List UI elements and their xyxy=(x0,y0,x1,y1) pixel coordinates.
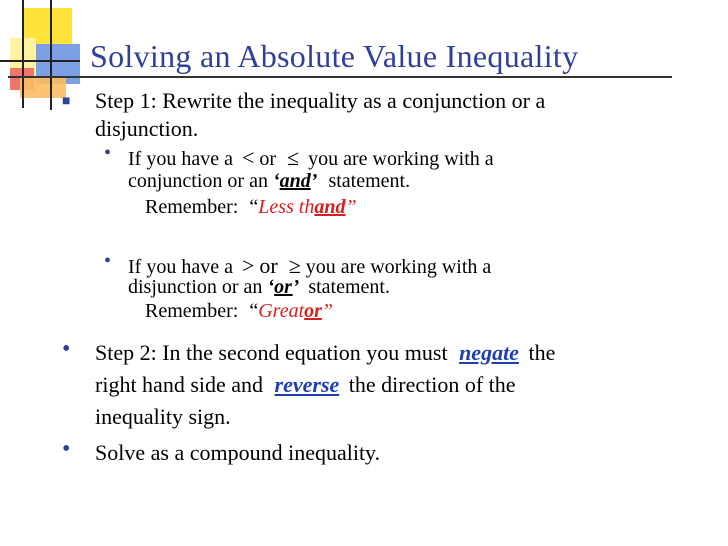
greater-than-symbol: > xyxy=(241,253,255,278)
sub2-remember-close: ” xyxy=(321,300,334,322)
sub1-remember-open: “ xyxy=(249,196,259,218)
greater-equal-symbol: ≥ xyxy=(288,253,301,278)
sub2-remember-label: Remember: xyxy=(145,300,239,322)
sub1-remember-label: Remember: xyxy=(145,196,239,218)
sub1-or: or xyxy=(259,148,277,170)
sub2-line2-post: statement. xyxy=(308,276,390,298)
bullet-dot-icon: • xyxy=(62,336,71,362)
sub1-pre: If you have a xyxy=(128,148,233,170)
bullet-square-icon: ■ xyxy=(62,94,71,109)
sub2-quote-close: ’ xyxy=(292,276,300,298)
slide-title: Solving an Absolute Value Inequality xyxy=(90,38,579,74)
sub1-remember-close: ” xyxy=(345,196,357,218)
step2-reverse: reverse xyxy=(274,372,340,397)
sub1-line1 xyxy=(128,145,494,171)
step2-line2-post: the direction of the xyxy=(348,372,516,397)
sub2-remember xyxy=(145,300,333,323)
step2-line1 xyxy=(95,340,555,366)
sub1-remember-phrase: Less th xyxy=(258,196,315,218)
sub1-key-and: and xyxy=(279,170,311,192)
decor-line xyxy=(50,0,52,110)
bullet-dot-icon: • xyxy=(62,436,71,462)
sub2-remember-phrase: Great xyxy=(258,300,305,322)
sub2-line2 xyxy=(128,276,390,299)
sub2-pre: If you have a xyxy=(128,256,233,278)
step2-line2-pre: right hand side and xyxy=(95,372,264,397)
decor-square-orange xyxy=(20,78,66,98)
decor-line xyxy=(0,60,80,62)
decor-line xyxy=(22,0,24,108)
sub1-remember xyxy=(145,196,357,219)
sub2-or: or xyxy=(259,253,278,278)
step2-line2 xyxy=(95,372,516,398)
step2-line1-post: the xyxy=(528,340,556,365)
step2-line3: inequality sign. xyxy=(95,404,231,429)
sub2-remember-key: or xyxy=(304,300,322,322)
bullet-dot-icon: • xyxy=(104,142,112,164)
title-underline xyxy=(8,76,672,78)
less-than-symbol: < xyxy=(241,145,255,170)
step1-line1: Step 1: Rewrite the inequality as a conjunction or a xyxy=(95,88,546,113)
sub2-key-or: or xyxy=(274,276,293,298)
step3-line: Solve as a compound inequality. xyxy=(95,440,381,465)
sub1-quote-open: ‘ xyxy=(272,170,280,192)
step1-line2: disjunction. xyxy=(95,116,199,141)
sub2-post: you are working with a xyxy=(305,256,492,278)
sub1-post: you are working with a xyxy=(308,148,494,170)
less-equal-symbol: ≤ xyxy=(287,145,300,170)
sub1-remember-key: and xyxy=(314,196,346,218)
sub1-quote-close: ’ xyxy=(310,170,318,192)
step2-line1-pre: Step 2: In the second equation you must xyxy=(95,340,448,365)
step2-negate: negate xyxy=(459,340,519,365)
sub1-line2 xyxy=(128,170,410,193)
sub2-line2-pre: disjunction or an xyxy=(128,276,263,298)
sub1-line2-post: statement. xyxy=(328,170,411,192)
sub2-remember-open: “ xyxy=(249,300,259,322)
sub1-line2-pre: conjunction or an xyxy=(128,170,268,192)
bullet-dot-icon: • xyxy=(104,250,112,272)
sub2-quote-open: ‘ xyxy=(267,276,275,298)
